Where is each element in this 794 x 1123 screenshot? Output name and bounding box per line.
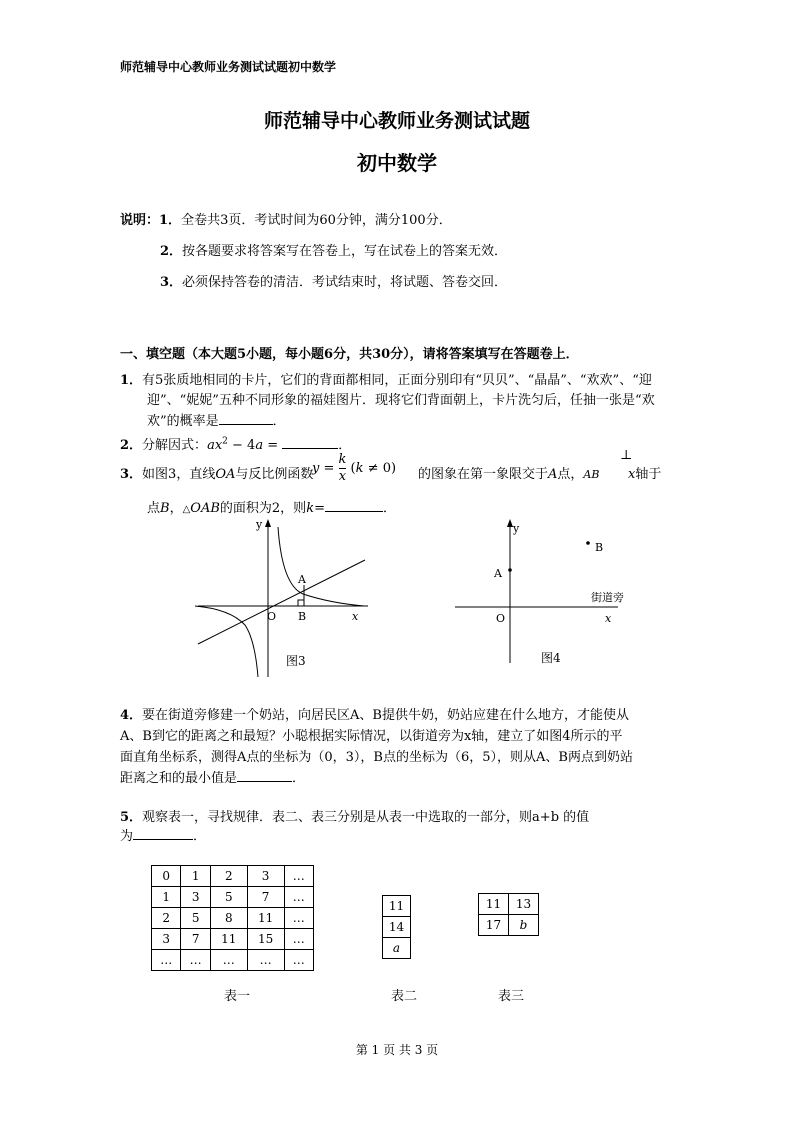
instructions-line-2	[160, 240, 507, 259]
table-1	[151, 865, 314, 971]
instruction-text-2: 按各题要求将答案写在答卷上，写在试卷上的答案无效．	[182, 244, 508, 259]
table1-row	[152, 929, 314, 950]
q2-number: 2．	[120, 438, 143, 453]
instructions-line-3	[160, 271, 507, 290]
fig4-street-label: 街道旁	[591, 591, 624, 604]
table2-caption: 表二	[391, 989, 418, 1004]
q3-line-2: 点B，△OAB的面积为2，则k= ．	[147, 501, 396, 516]
table1-caption: 表一	[224, 989, 251, 1004]
table1-row	[152, 950, 314, 971]
fig3-y-label: y	[256, 518, 263, 531]
q3-text-1c: 与反比例函数	[235, 467, 314, 482]
table1-cell: 2	[210, 866, 247, 887]
q3-number: 3．	[120, 467, 143, 482]
fig4-point-b-label: B	[595, 541, 604, 554]
instruction-num-3: 3．	[160, 275, 183, 290]
q5-line-2: 为 ．	[120, 829, 207, 844]
table1-cell: …	[247, 950, 284, 971]
fig4-point-b	[586, 541, 590, 545]
q1-answer-blank	[219, 412, 273, 425]
table1-cell: 2	[152, 908, 181, 929]
fig3-hyperbola-q3	[195, 606, 258, 677]
table1-cell: 5	[210, 887, 247, 908]
q3-point-b: B	[160, 501, 170, 516]
q3-text-2a: 点	[147, 501, 161, 516]
q4-text-4: 距离之和的最小值是	[120, 771, 238, 786]
table1-cell: …	[284, 908, 313, 929]
q2-expression: $ax^2 - 4a$ =	[207, 436, 283, 453]
table-2	[382, 895, 411, 959]
fig3-origin-label: O	[267, 610, 277, 623]
q3-perp-symbol: ⊥	[620, 448, 633, 463]
fig4-point-a-label: A	[494, 567, 502, 580]
instruction-num-2: 2．	[160, 244, 183, 259]
q5-answer-blank	[133, 827, 193, 840]
fig3-caption: 图3	[286, 654, 306, 668]
table1-cell: 11	[247, 908, 284, 929]
instructions-line-1	[120, 209, 452, 228]
q3-k-var: k	[306, 501, 315, 516]
instruction-text-3: 必须保持答卷的清洁．考试结束时，将试题、答卷交回．	[182, 275, 508, 290]
q3-line-1-tail	[418, 463, 599, 482]
q5-number: 5．	[120, 810, 143, 825]
q3-equals: =	[314, 501, 325, 516]
table2-cell: 14	[383, 917, 411, 938]
table1-cell: …	[284, 929, 313, 950]
q5-text-1: 观察表一，寻找规律．表二、表三分别是从表一中选取的一部分，则a+b 的值	[142, 810, 590, 825]
q3-text-1j: 轴于	[635, 467, 662, 482]
table1-row	[152, 887, 314, 908]
table2-cell: a	[383, 938, 411, 959]
table1-cell: 8	[210, 908, 247, 929]
table3-cell: 11	[479, 894, 509, 915]
table2-row	[383, 896, 411, 917]
q3-point-a: A	[548, 467, 558, 482]
q1-line-1	[120, 369, 652, 388]
q3-function-formula: y = $\frac{k}{x}$ (k ≠ 0)	[312, 452, 397, 484]
table1-cell: 11	[210, 929, 247, 950]
q3-line-1	[120, 463, 313, 482]
table3-cell: b	[509, 915, 539, 936]
q4-line-1	[120, 704, 629, 723]
table1-cell: 3	[152, 929, 181, 950]
table2-row	[383, 917, 411, 938]
table2-row	[383, 938, 411, 959]
q3-triangle-symbol: △	[182, 504, 191, 515]
instructions-label: 说明：	[120, 213, 160, 228]
table1-cell: …	[152, 950, 181, 971]
table1-cell: 3	[247, 866, 284, 887]
table1-row	[152, 908, 314, 929]
table1-cell: 7	[247, 887, 284, 908]
table3-row	[479, 894, 539, 915]
q2-answer-blank	[282, 436, 338, 449]
page-footer: 第 1 页 共 3 页	[355, 1043, 439, 1057]
q3-text-1f: 点，	[557, 467, 584, 482]
fig4-y-label: y	[513, 522, 520, 535]
table3-cell: 17	[479, 915, 509, 936]
section-heading: 一、填空题（本大题5小题，每小题6分，共30分），请将答案填写在答题卷上．	[120, 347, 579, 362]
table2-cell: 11	[383, 896, 411, 917]
fig3-x-label: x	[352, 610, 359, 623]
table1-cell: 0	[152, 866, 181, 887]
table-3	[478, 893, 539, 936]
table3-cell: 13	[509, 894, 539, 915]
exam-title: 师范辅导中心教师业务测试试题	[263, 110, 530, 132]
q5-text-2: 为	[120, 829, 134, 844]
table1-cell: 15	[247, 929, 284, 950]
q3-text-2c: ，	[169, 501, 183, 516]
q4-text-1: 要在街道旁修建一个奶站，向居民区A、B提供牛奶，奶站应建在什么地方，才能使从	[142, 708, 629, 723]
fig4-x-label: x	[605, 612, 612, 625]
q2-line: 2．分解因式：$ax^2 - 4a$ = ．	[120, 436, 352, 453]
q3-text-1d: 的图象在第一象限交于	[418, 467, 549, 482]
q3-answer-blank	[325, 499, 383, 512]
fig4-origin-label: O	[496, 612, 506, 625]
q4-text-3: 面直角坐标系，测得A点的坐标为（0，3），B点的坐标为（6，5），则从A、B两点到奶站	[120, 750, 633, 765]
q1-text-1: 有5张质地相同的卡片，它们的背面都相同，正面分别印有“贝贝”、“晶晶”、“欢欢”、“迎	[142, 373, 652, 388]
q3-text-1a: 如图3，直线	[142, 467, 216, 482]
table1-cell: 3	[181, 887, 210, 908]
table1-cell: 1	[152, 887, 181, 908]
q4-line-4: 距离之和的最小值是 ．	[120, 771, 306, 786]
q4-answer-blank	[237, 769, 292, 782]
fig3-line-oa	[198, 560, 365, 644]
fig4-point-a	[508, 568, 512, 572]
q1-text-3: 欢”的概率是	[147, 414, 219, 429]
fig3-point-b-label: B	[298, 610, 307, 623]
table3-row	[479, 915, 539, 936]
figure-4	[450, 515, 630, 670]
table1-cell: 1	[181, 866, 210, 887]
table1-cell: …	[284, 950, 313, 971]
table1-row	[152, 866, 314, 887]
fig4-caption: 图4	[541, 651, 561, 665]
q3-segment-ab: AB	[583, 468, 600, 481]
q2-text: 分解因式：	[142, 438, 208, 453]
q1-number: 1．	[120, 373, 143, 388]
running-header: 师范辅导中心教师业务测试试题初中数学	[120, 60, 337, 74]
q3-line-oa: OA	[215, 467, 236, 482]
instruction-num-1: 1．	[159, 213, 182, 228]
q1-text-2: 迎”、“妮妮”五种不同形象的福娃图片．现将它们背面朝上，卡片洗匀后，任抽一张是“欢	[147, 393, 655, 408]
fig3-point-a-label: A	[298, 573, 306, 586]
table1-cell: …	[284, 887, 313, 908]
q3-x-axis-var: x	[628, 467, 636, 482]
table1-cell: 5	[181, 908, 210, 929]
table1-cell: …	[181, 950, 210, 971]
instruction-text-1: 全卷共3页．考试时间为60分钟，满分100分．	[181, 213, 452, 228]
q3-text-2f: 的面积为2，则	[219, 501, 307, 516]
table1-cell: 7	[181, 929, 210, 950]
exam-subject: 初中数学	[357, 151, 437, 175]
q4-number: 4．	[120, 708, 143, 723]
table1-cell: …	[210, 950, 247, 971]
q3-line-1-end	[628, 463, 661, 482]
figure-3	[190, 515, 380, 680]
fig3-right-angle	[298, 600, 304, 606]
table3-caption: 表三	[498, 989, 525, 1004]
table1-cell: …	[284, 866, 313, 887]
q4-text-2: A、B到它的距离之和最短？小聪根据实际情况，以街道旁为x轴，建立了如图4所示的平	[120, 729, 623, 744]
fig3-y-arrow	[265, 519, 271, 527]
q5-line-1	[120, 806, 589, 825]
q1-line-3: 欢”的概率是 ．	[147, 414, 286, 429]
q3-triangle-oab: OAB	[190, 501, 220, 516]
